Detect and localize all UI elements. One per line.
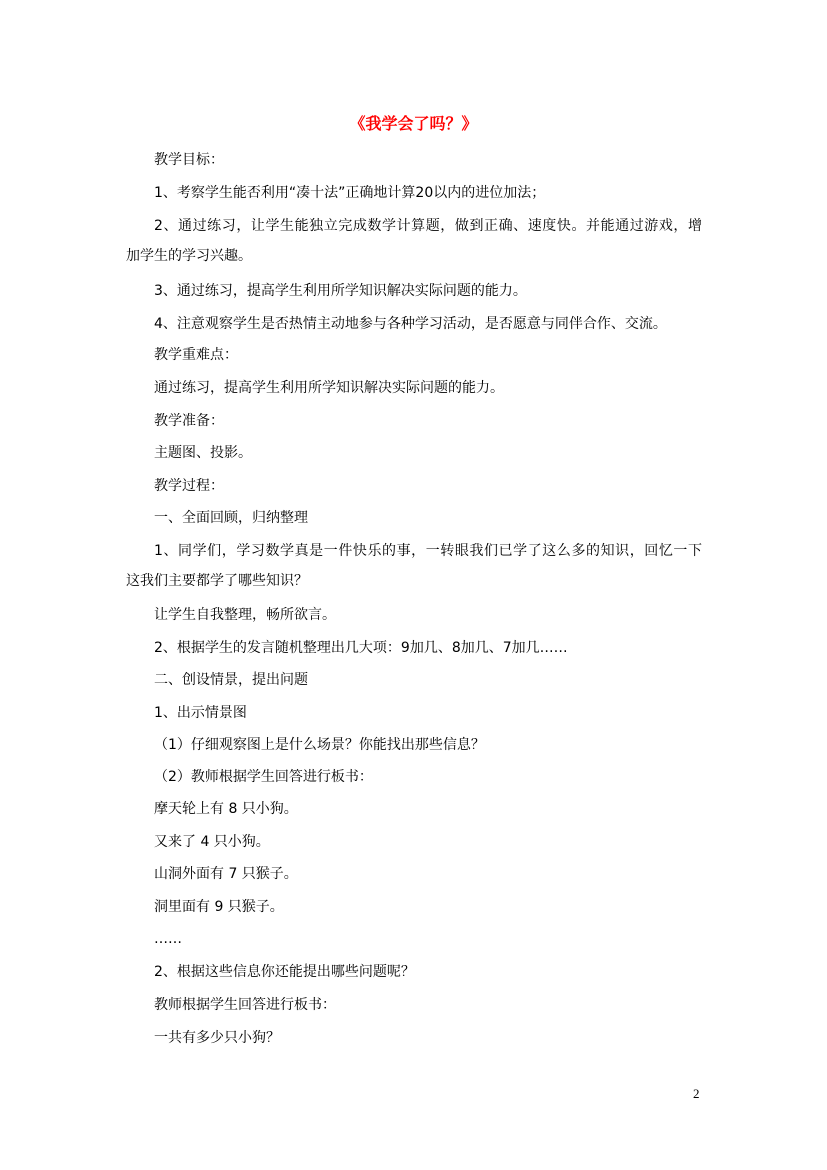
paragraph-line: 又来了 4 只小狗。 [154,834,270,850]
paragraph-line: 1、出示情景图 [154,705,247,721]
paragraph-line: 教师根据学生回答进行板书： [154,997,336,1013]
paragraph-line: 让学生自我整理，畅所欲言。 [154,607,336,623]
paragraph-line: （1）仔细观察图上是什么场景？你能找出那些信息？ [154,737,485,753]
paragraph-line: 2、通过练习，让学生能独立完成数学计算题，做到正确、速度快。并能通过游戏，增 [154,218,702,234]
paragraph-line: …… [154,931,182,947]
section-heading-process: 教学过程： [154,478,224,494]
paragraph-line: 2、根据学生的发言随机整理出几大项：9加几、8加几、7加几…… [154,640,568,656]
paragraph-line: （2）教师根据学生回答进行板书： [154,769,373,785]
paragraph-line: 一共有多少只小狗？ [154,1030,280,1046]
paragraph-line: 摩天轮上有 8 只小狗。 [154,801,298,817]
paragraph-line: 1、同学们，学习数学真是一件快乐的事，一转眼我们已学了这么多的知识，回忆一下 [154,543,702,559]
paragraph-line: 4、注意观察学生是否热情主动地参与各种学习活动，是否愿意与同伴合作、交流。 [154,316,667,332]
section-heading-objectives: 教学目标： [154,152,224,168]
paragraph-line: 加学生的学习兴趣。 [126,248,252,264]
paragraph-line: 山洞外面有 7 只猴子。 [154,866,298,882]
paragraph-line: 通过练习，提高学生利用所学知识解决实际问题的能力。 [154,380,504,396]
section-heading-key-points: 教学重难点： [154,347,238,363]
paragraph-line: 1、考察学生能否利用“凑十法”正确地计算20以内的进位加法； [154,185,546,201]
page-number: 2 [693,1086,700,1101]
document-title: 《我学会了吗？》 [349,114,478,133]
paragraph-line: 2、根据这些信息你还能提出哪些问题呢？ [154,964,415,980]
paragraph-line: 这我们主要都学了哪些知识？ [126,573,308,589]
paragraph-line: 主题图、投影。 [154,445,252,461]
paragraph-line: 洞里面有 9 只猴子。 [154,899,284,915]
subsection-heading: 二、创设情景，提出问题 [154,672,308,688]
paragraph-line: 3、通过练习，提高学生利用所学知识解决实际问题的能力。 [154,283,527,299]
section-heading-preparation: 教学准备： [154,413,224,429]
subsection-heading: 一、全面回顾，归纳整理 [154,510,308,526]
